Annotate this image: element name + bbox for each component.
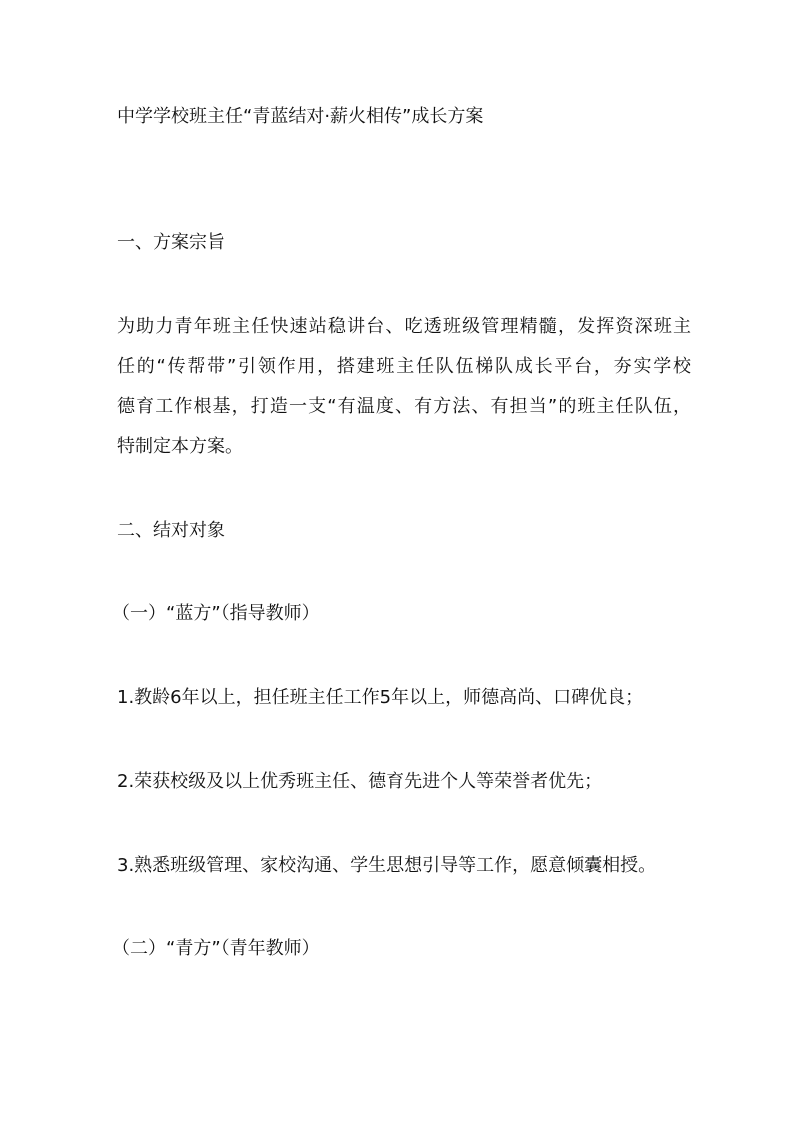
paragraph-line: 德育工作根基，打造一支“有温度、有方法、有担当”的班主任队伍， xyxy=(117,396,691,417)
document-title: 中学学校班主任“青蓝结对·薪火相传”成长方案 xyxy=(117,106,484,127)
paragraph-line: 特制定本方案。 xyxy=(117,436,243,457)
paragraph-line: 为助力青年班主任快速站稳讲台、吃透班级管理精髓，发挥资深班主 xyxy=(117,316,691,337)
subsection-heading: （二）“青方”（青年教师） xyxy=(112,938,320,959)
subsection-heading: （一）“蓝方”（指导教师） xyxy=(112,603,320,624)
list-item: 1.教龄6年以上，担任班主任工作5年以上，师德高尚、口碑优良； xyxy=(117,687,644,708)
section-heading: 一、方案宗旨 xyxy=(117,232,225,253)
section-heading: 二、结对对象 xyxy=(117,520,225,541)
paragraph-line: 任的“传帮带”引领作用，搭建班主任队伍梯队成长平台，夯实学校 xyxy=(117,356,691,377)
list-item: 3.熟悉班级管理、家校沟通、学生思想引导等工作，愿意倾囊相授。 xyxy=(117,855,657,876)
list-item: 2.荣获校级及以上优秀班主任、德育先进个人等荣誉者优先； xyxy=(117,771,603,792)
